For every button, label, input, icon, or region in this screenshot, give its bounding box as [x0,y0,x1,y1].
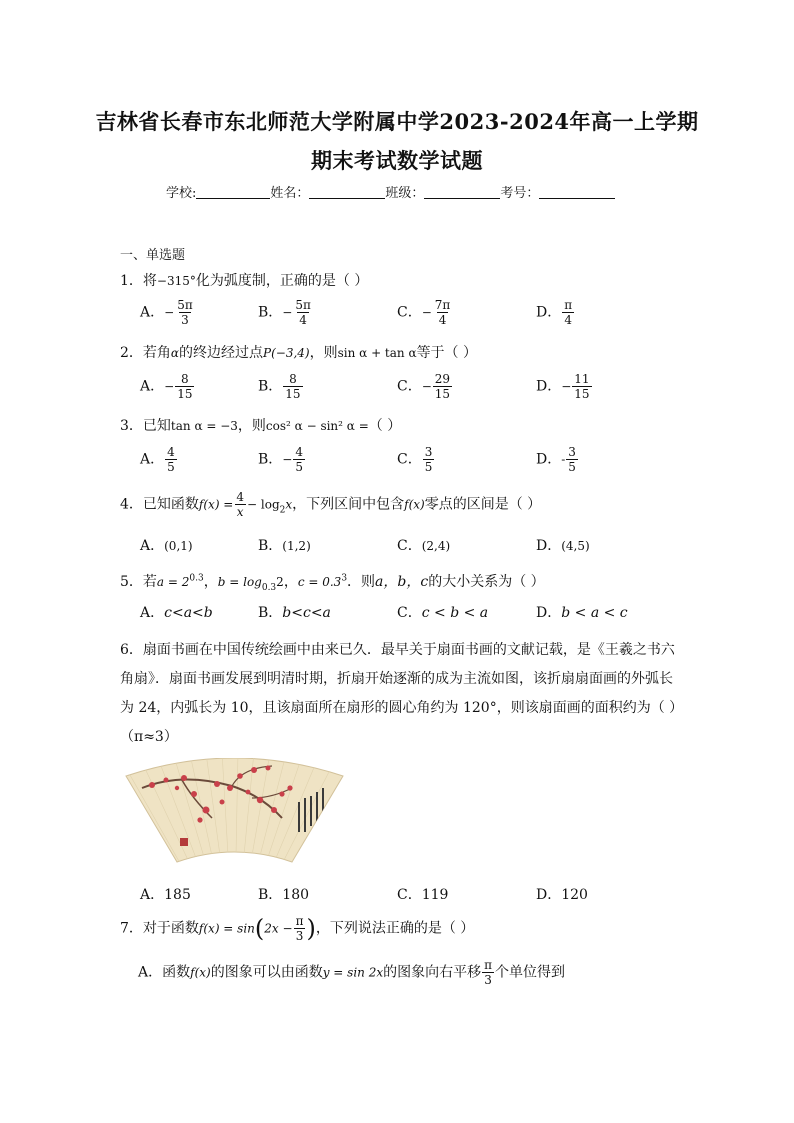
q4-option-b [258,535,311,555]
q2-expression: sin α + tan α [337,346,417,360]
option-fraction [175,372,194,401]
numerator: 5π [177,298,193,312]
numerator: 29 [434,372,451,386]
q1-option-d [536,298,575,327]
q4-text-f: 零点的区间是（ ） [424,496,542,513]
exam-id-label: 考号： [500,186,540,201]
option-fraction [293,445,305,474]
denominator: 3 [295,929,304,943]
q5-comma: ， [283,574,298,590]
denominator: 4 [299,313,307,327]
option-fraction [433,372,452,401]
option-sign: − [421,305,432,320]
option-text: 120 [561,887,588,903]
q1-text-c: 化为弧度制，正确的是（ ） [195,273,369,289]
q7-paren-close: ) [306,914,316,943]
q4-log-arg: x [285,497,293,512]
option-letter: B． [258,538,283,554]
q5-option-a [140,602,213,622]
option-letter: D． [536,378,562,395]
option-letter: C． [397,304,422,321]
q5-text-a: 5．若 [120,574,157,590]
school-blank [196,184,270,199]
option-sign: − [561,379,572,394]
school-label: 学校: [166,186,197,201]
option-letter: D． [536,887,562,903]
option-sign: − [282,452,293,467]
option-text: c<a<b [164,605,213,621]
denominator: 15 [177,387,193,401]
q1-option-a [140,298,196,327]
q7-text-c: ，下列说法正确的是（ ） [315,920,475,937]
option-text: (4,5) [561,539,590,553]
q7a-fx: f(x) [190,965,211,980]
denominator: 15 [574,387,590,401]
q7-option-a [138,958,565,987]
option-letter: A． [140,605,165,621]
denominator: 5 [568,460,576,474]
q2-text-a: 2．若角 [120,345,171,361]
option-sign: − [282,305,293,320]
q5-b-arg: 2 [276,575,284,589]
option-letter: A． [140,451,165,468]
q5-b-base: 0.3 [261,582,277,593]
denominator: 3 [484,973,492,987]
q7a-text-c: 的图象可以由函数 [210,964,323,981]
q5-comma: ， [203,574,218,590]
numerator: 8 [181,372,189,386]
question-6-line-2: 角扇》．扇面书画发展到明清时期，折扇开始逐渐的成为主流如图，该折扇扇面画的外弧长 [120,671,673,687]
q3-option-c [397,445,435,474]
option-letter: A． [140,304,165,321]
q7a-y: y = sin 2x [322,965,384,980]
denominator: 5 [167,460,175,474]
option-letter: C． [397,451,422,468]
question-6-line-1: 6．扇面书画在中国传统绘画中由来已久．最早关于扇面书画的文献记载，是《王羲之书六 [120,642,675,658]
denominator: 15 [285,387,301,401]
q4-fx: f(x) [404,497,425,512]
option-letter: D． [536,304,562,321]
option-letter: B． [258,887,283,903]
denominator: 4 [564,313,572,327]
option-text: (2,4) [421,539,451,553]
fan-painting-image [122,758,347,870]
q1-text-a: 1．将 [120,273,157,289]
option-sign: − [164,305,175,320]
option-sign: − [164,379,175,394]
q5-option-b [258,602,331,622]
q2-option-d [536,372,593,401]
option-fraction [566,445,578,474]
numerator: 4 [236,490,245,504]
numerator: 5π [295,298,311,312]
option-letter: D． [536,605,562,621]
numerator: π [564,298,573,312]
option-letter: B． [258,605,283,621]
q5-vars: a，b，c [375,574,429,590]
name-label: 姓名： [270,186,310,201]
option-letter: D． [536,451,562,468]
section-heading: 一、单选题 [120,248,186,263]
q4-option-c [397,535,450,555]
q3-text-c: ，则 [237,418,266,434]
q2-text-c: 的终边经过点 [179,345,264,361]
q2-alpha: α [170,346,180,360]
q4-function: f(x) = [198,497,234,512]
option-fraction [293,298,313,327]
q6-option-b [258,884,309,904]
option-letter: B． [258,451,283,468]
q5-b: b = log [217,575,262,589]
q4-log: − log [247,497,280,512]
question-6-line-4: （π≈3） [120,729,178,745]
numerator: 3 [568,445,576,459]
option-text: c < b < a [421,605,489,621]
q4-option-d [536,535,590,555]
q7a-text-e: 的图象向右平移 [383,964,482,981]
option-fraction [165,445,177,474]
option-text: b<c<a [282,605,331,621]
q7-function: f(x) = sin [198,921,255,936]
page-title-line-1: 吉林省长春市东北师范大学附属中学2023-2024年高一上学期 [95,109,699,134]
q2-option-a [140,372,195,401]
q7-fraction [294,914,306,943]
option-fraction [283,372,302,401]
q5-c: c = 0.3 [297,575,342,589]
option-sign: - [561,452,566,467]
option-text: (0,1) [164,539,193,553]
option-text: 180 [282,887,310,903]
q2-text-e: ，则 [309,345,338,361]
question-2-stem [120,342,477,362]
q2-text-g: 等于（ ） [416,345,478,361]
option-letter: A． [140,378,165,395]
option-text: 119 [421,887,449,903]
option-sign: − [421,379,432,394]
q5-option-d [536,602,628,622]
option-text: 185 [164,887,191,903]
q5-text-g: ．则 [347,574,376,590]
q2-option-c [397,372,453,401]
numerator: 11 [574,372,590,386]
q3-option-d [536,445,579,474]
option-text: b < a < c [561,605,628,621]
class-blank [424,184,500,199]
q3-given: tan α = −3 [170,419,238,433]
q2-option-b [258,372,304,401]
q5-a: a = 2 [156,575,190,589]
page-title-line-2: 期末考试数学试题 [311,148,483,173]
question-7-stem [120,914,474,943]
q7a-fraction [482,958,494,987]
numerator: π [484,958,492,972]
q7-text-a: 7．对于函数 [120,920,199,937]
denominator: 3 [181,313,189,327]
q4-text-a: 4．已知函数 [120,496,199,513]
option-letter: A． [140,887,165,903]
q5-a-exp: 0.3 [189,573,204,584]
option-letter: C． [397,538,422,554]
denominator: 5 [424,460,433,474]
q1-angle: −315° [156,274,196,288]
q4-log-base: 2 [279,505,286,516]
option-fraction [175,298,195,327]
numerator: 4 [295,445,303,459]
question-1-stem [120,270,368,290]
name-blank [309,184,385,199]
q7a-text-a: A．函数 [138,964,191,981]
q7a-text-f: 个单位得到 [495,964,565,981]
option-fraction [572,372,591,401]
q3-option-a [140,445,178,474]
q3-text-a: 3．已知 [120,418,171,434]
q7-inner: 2x − [264,921,293,936]
denominator: 5 [295,460,303,474]
option-text: (1,2) [282,539,311,553]
q3-option-b [258,445,306,474]
denominator: 4 [438,313,447,327]
q4-option-a [140,535,193,555]
q7-paren-open: ( [254,914,265,943]
q2-point: P(−3,4) [263,346,310,360]
option-letter: C． [397,605,422,621]
denominator: x [236,505,244,519]
option-letter: D． [536,538,562,554]
q6-option-a [140,884,191,904]
q4-fraction [234,490,246,519]
numerator: 7π [434,298,451,312]
numerator: 4 [167,445,175,459]
q5-option-c [397,602,488,622]
q6-option-c [397,884,448,904]
q3-expression: cos² α − sin² α = [265,419,369,433]
question-6-line-3: 为 24，内弧长为 10，且该扇面所在扇形的圆心角约为 120°，则该扇面画的面积约为（ ） [120,700,684,716]
q1-option-b [258,298,314,327]
numerator: 8 [289,372,297,386]
option-letter: A． [140,538,165,554]
numerator: π [295,914,304,928]
q5-c-exp: 3 [341,573,348,584]
q6-option-d [536,884,588,904]
question-4-stem [120,490,541,519]
header-fields [166,182,615,201]
q1-option-c [397,298,453,327]
option-letter: B． [258,378,283,395]
question-3-stem [120,415,401,435]
option-fraction [423,445,435,474]
numerator: 3 [424,445,433,459]
q4-text-d: ，下列区间中包含 [292,496,405,513]
option-letter: C． [397,378,422,395]
exam-id-blank [539,184,615,199]
class-label: 班级： [385,186,425,201]
option-letter: C． [397,887,422,903]
option-fraction [562,298,574,327]
q5-text-i: 的大小关系为（ ） [428,574,545,590]
option-letter: B． [258,304,283,321]
question-5-stem [120,571,545,593]
q3-text-e: （ ） [368,418,402,434]
denominator: 15 [434,387,451,401]
option-fraction [433,298,453,327]
